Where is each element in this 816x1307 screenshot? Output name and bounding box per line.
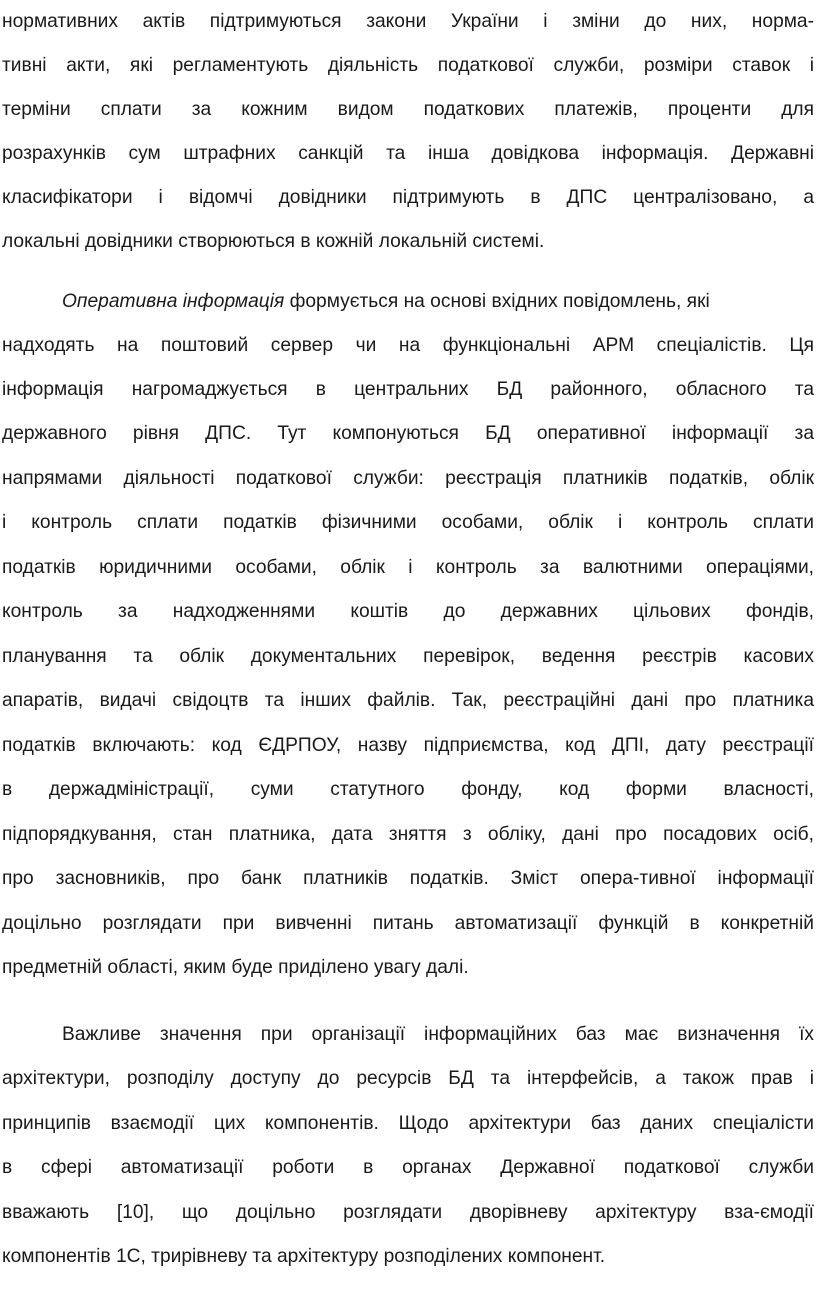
text-line: терміни сплати за кожним видом податкових платежів, проценти для <box>2 99 814 120</box>
text-line: податків юридичними особами, облік і контроль за валютними операціями, <box>2 557 814 578</box>
emphasized-term: Оперативна інформація <box>62 291 285 312</box>
text-line: локальні довідники створюються в кожній локальній системі. <box>2 231 545 252</box>
text-line: планування та облік документальних перевірок, ведення реєстрів касових <box>2 646 814 667</box>
text-line: надходять на поштовий сервер чи на функціональні АРМ спеціалістів. Ця <box>2 335 814 356</box>
text-line: нормативних актів підтримуються закони України і зміни до них, норма- <box>2 11 814 32</box>
text-span: формується на основі вхідних повідомлень, які <box>284 291 710 312</box>
text-line: тивні акти, які регламентують діяльність податкової служби, розміри ставок і <box>2 55 814 76</box>
paragraph-first-line <box>62 280 814 324</box>
text-line: в сфері автоматизації роботи в органах Державної податкової служби <box>2 1157 814 1178</box>
text-line: напрямами діяльності податкової служби: реєстрація платників податків, облік <box>2 468 814 489</box>
text-line: державного рівня ДПС. Тут компонуються БД оперативної інформації за <box>2 423 814 444</box>
text-line: класифікатори і відомчі довідники підтримують в ДПС централізовано, а <box>2 187 814 208</box>
text-line: принципів взаємодії цих компонентів. Щодо архітектури баз даних спеціалісти <box>2 1113 814 1134</box>
text-line: підпорядкування, стан платника, дата зняття з обліку, дані про посадових осіб, <box>2 824 814 845</box>
text-line: компонентів 1С, трирівневу та архітектуру розподілених компонент. <box>2 1246 606 1267</box>
text-line: в держадміністрації, суми статутного фонду, код форми власності, <box>2 779 814 800</box>
text-line: предметній області, яким буде приділено увагу далі. <box>2 957 469 978</box>
paragraph-first-line: Важливе значення при організації інформаційних баз має визначення їх <box>62 1024 814 1045</box>
text-line: контроль за надходженнями коштів до державних цільових фондів, <box>2 601 814 622</box>
text-line: і контроль сплати податків фізичними особами, облік і контроль сплати <box>2 512 814 533</box>
text-line: розрахунків сум штрафних санкцій та інша довідкова інформація. Державні <box>2 143 814 164</box>
text-line: податків включають: код ЄДРПОУ, назву підприємства, код ДПІ, дату реєстрації <box>2 735 814 756</box>
text-line: доцільно розглядати при вивченні питань автоматизації функцій в конкретній <box>2 913 814 934</box>
text-line: інформація нагромаджується в центральних БД районного, обласного та <box>2 379 814 400</box>
text-line: архітектури, розподілу доступу до ресурсів БД та інтерфейсів, а також прав і <box>2 1068 814 1089</box>
text-line: вважають [10], що доцільно розглядати дворівневу архітектуру вза-ємодії <box>2 1202 814 1223</box>
text-line: апаратів, видачі свідоцтв та інших файлів. Так, реєстраційні дані про платника <box>2 690 814 711</box>
text-line: про засновників, про банк платників податків. Зміст опера-тивної інформації <box>2 868 814 889</box>
